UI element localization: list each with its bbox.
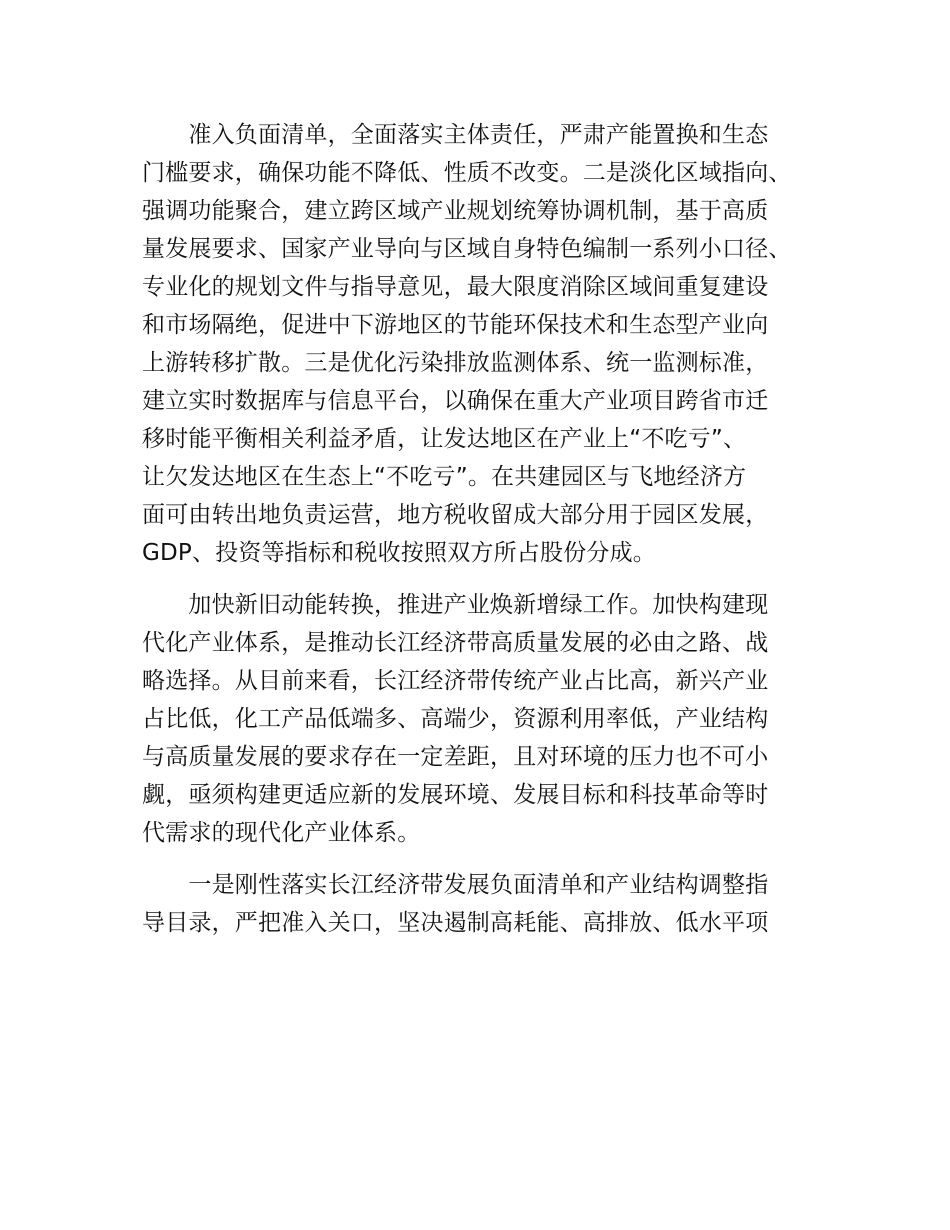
text-line: 加快新旧动能转换，推进产业焕新增绿工作。加快构建现 <box>142 592 769 618</box>
text-line: 占比低，化工产品低端多、高端少，资源利用率低，产业结构 <box>142 706 769 732</box>
paragraph-3 <box>142 866 812 942</box>
paragraph-spacer <box>142 572 812 586</box>
text-line: 导目录，严把准入关口，坚决遏制高耗能、高排放、低水平项 <box>142 910 769 936</box>
text-line: 一是刚性落实长江经济带发展负面清单和产业结构调整指 <box>142 872 769 898</box>
text-line: 强调功能聚合，建立跨区域产业规划统筹协调机制，基于高质 <box>142 198 769 224</box>
text-line: 上游转移扩散。三是优化污染排放监测体系、统一监测标准， <box>142 350 769 376</box>
text-line: 让欠发达地区在生态上“不吃亏”。在共建园区与飞地经济方 <box>142 464 747 490</box>
text-line: 门槛要求，确保功能不降低、性质不改变。二是淡化区域指向、 <box>142 160 792 186</box>
text-line: 代需求的现代化产业体系。 <box>142 820 421 846</box>
paragraph-spacer <box>142 852 812 866</box>
document-body <box>142 116 812 942</box>
text-line: 略选择。从目前来看，长江经济带传统产业占比高，新兴产业 <box>142 668 769 694</box>
text-line: 觑，亟须构建更适应新的发展环境、发展目标和科技革命等时 <box>142 782 769 808</box>
paragraph-2 <box>142 586 812 852</box>
text-line: 和市场隔绝，促进中下游地区的节能环保技术和生态型产业向 <box>142 312 769 338</box>
text-line: 准入负面清单，全面落实主体责任，严肃产能置换和生态 <box>142 122 769 148</box>
text-line: 与高质量发展的要求存在一定差距，且对环境的压力也不可小 <box>142 744 769 770</box>
text-line: 量发展要求、国家产业导向与区域自身特色编制一系列小口径、 <box>142 236 792 262</box>
text-line: 代化产业体系，是推动长江经济带高质量发展的必由之路、战 <box>142 630 769 656</box>
text-line: 建立实时数据库与信息平台，以确保在重大产业项目跨省市迁 <box>142 388 769 414</box>
text-line: GDP、投资等指标和税收按照双方所占股份分成。 <box>142 540 657 566</box>
paragraph-1 <box>142 116 812 572</box>
text-line: 专业化的规划文件与指导意见，最大限度消除区域间重复建设 <box>142 274 769 300</box>
text-line: 面可由转出地负责运营，地方税收留成大部分用于园区发展， <box>142 502 769 528</box>
text-line: 移时能平衡相关利益矛盾，让发达地区在产业上“不吃亏”、 <box>142 426 747 452</box>
